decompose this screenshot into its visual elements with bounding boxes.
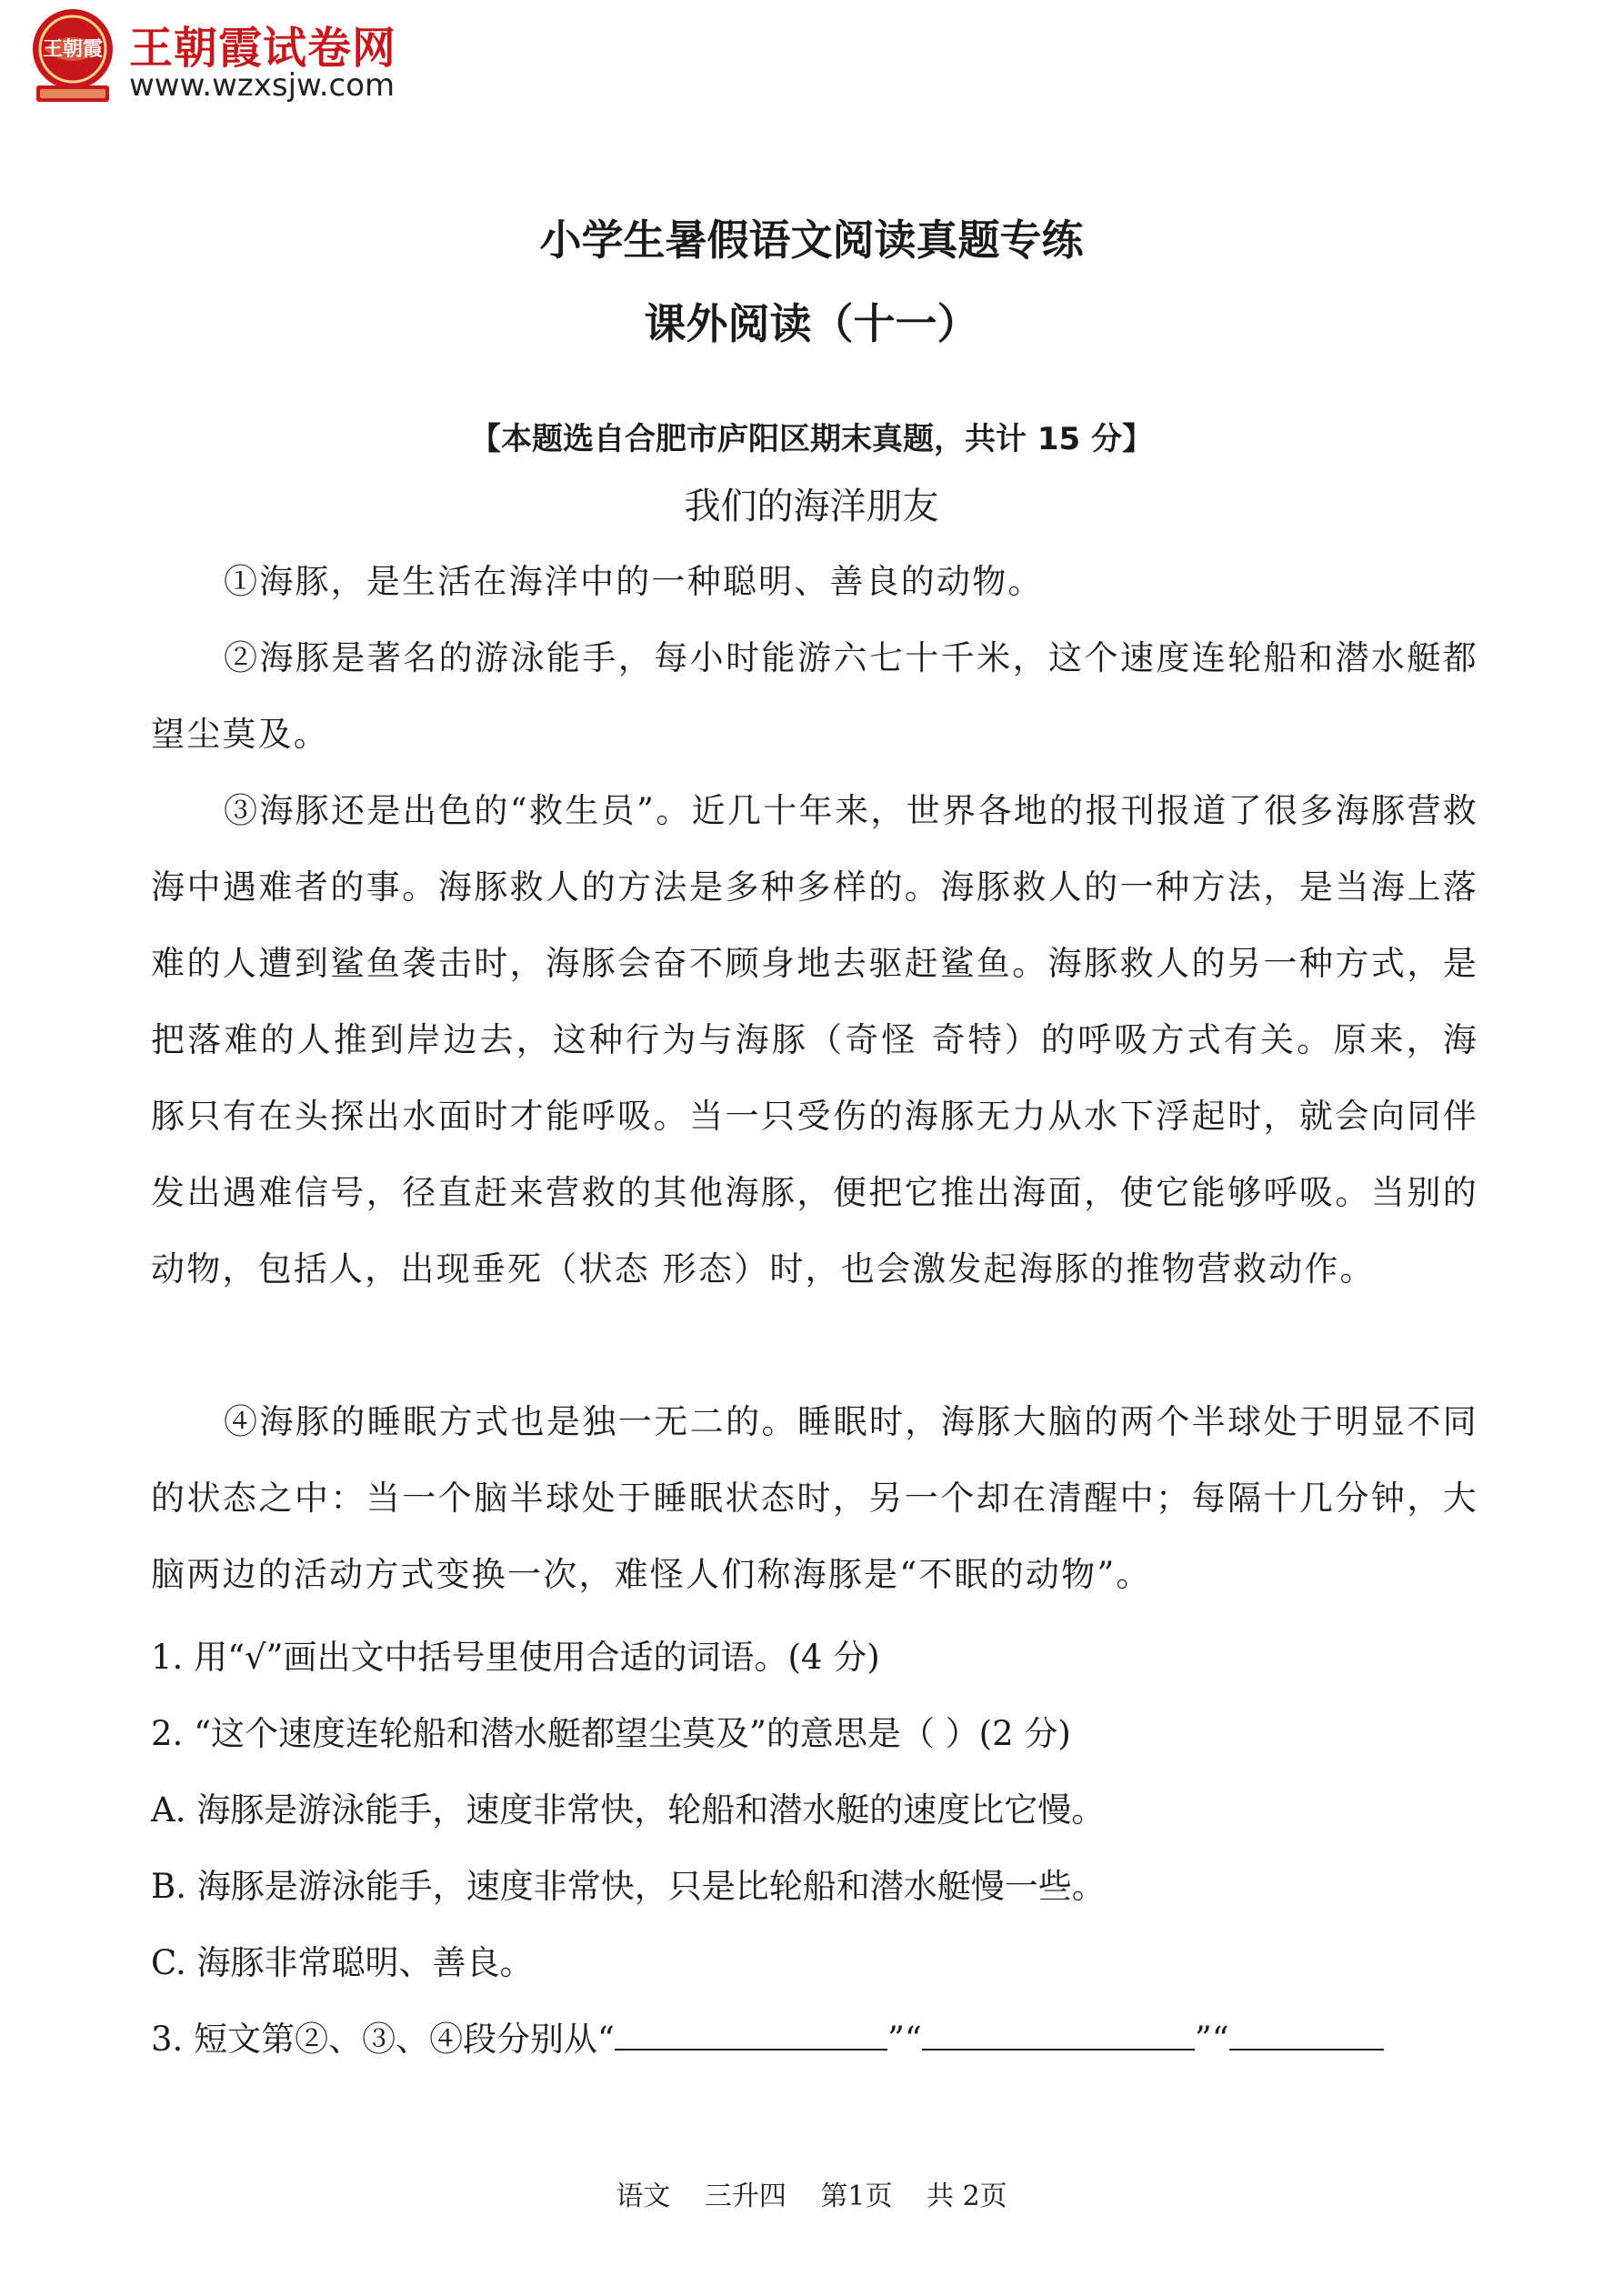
footer-total: 共 2页 [927, 2181, 1007, 2212]
site-logo [27, 7, 409, 107]
site-url[interactable]: www.wzxsjw.com [129, 67, 396, 104]
paragraph-4: ④海豚的睡眠方式也是独一无二的。睡眠时，海豚大脑的两个半球处于明显不同的状态之中：当一个脑半球处于睡眠状态时，另一个却在清醒中；每隔十几分钟，大脑两边的活动方式变换一次，难怪人们称海豚是“不眠的动物”。 [151, 1402, 1478, 1594]
page-footer [0, 2173, 1623, 2213]
question-1: 1. 用“√”画出文中括号里使用合适的词语。(4 分) [151, 1638, 880, 1677]
brand-name: 王朝霞试卷网 [129, 23, 397, 74]
footer-subject: 语文 [616, 2181, 671, 2212]
option-a: A. 海豚是游泳能手，速度非常快，轮船和潜水艇的速度比它慢。 [151, 1790, 1106, 1830]
answer-blank-2[interactable] [922, 2021, 1195, 2050]
paragraph-3: ③海豚还是出色的“救生员”。近几十年来，世界各地的报刊报道了很多海豚营救海中遇难者的事。海豚救人的方法是多种多样的。海豚救人的一种方法，是当海上落难的人遭到鲨鱼袭击时，海豚会奋不顾身地去驱赶鲨鱼。海豚救人的另一种方式，是把落难的人推到岸边去，这种行为与海豚（奇怪 奇特）的呼吸方式有关。原来，海豚只有在头探出水面时才能呼吸。当一只受伤的海豚无力从水下浮起时，就会向同伴发出遇难信号，径直赶来营救的其他海豚，便把它推出海面，使它能够呼吸。当别的动物，包括人，出现垂死（状态 形态）时，也会激发起海豚的推物营救动作。 [151, 791, 1478, 1288]
option-b: B. 海豚是游泳能手，速度非常快，只是比轮船和潜水艇慢一些。 [151, 1867, 1106, 1906]
paragraph-1: ①海豚，是生活在海洋中的一种聪明、善良的动物。 [224, 562, 1044, 601]
question-3 [151, 2011, 1515, 2060]
question-2: 2. “这个速度连轮船和潜水艇都望尘莫及”的意思是（ ）(2 分) [151, 1714, 1071, 1753]
svg-text:王朝霞: 王朝霞 [42, 37, 104, 61]
quote-separator-1: ”“ [887, 2020, 922, 2059]
question-3-text: 3. 短文第②、③、④段分别从“ [151, 2020, 615, 2059]
page-subtitle: 课外阅读（十一） [644, 299, 979, 348]
answer-blank-3[interactable] [1229, 2021, 1384, 2050]
option-c: C. 海豚非常聪明、善良。 [151, 1943, 534, 1982]
footer-page: 第1页 [820, 2181, 893, 2212]
source-note: 【本题选自合肥市庐阳区期末真题，共计 15 分】 [470, 421, 1153, 457]
answer-blank-1[interactable] [615, 2021, 887, 2050]
quote-separator-2: ”“ [1194, 2020, 1229, 2059]
footer-grade: 三升四 [704, 2181, 786, 2212]
seal-logo-icon [27, 7, 118, 105]
paragraph-2: ②海豚是著名的游泳能手，每小时能游六七十千米，这个速度连轮船和潜水艇都望尘莫及。 [151, 638, 1478, 754]
page-title: 小学生暑假语文阅读真题专练 [539, 216, 1084, 265]
passage-title: 我们的海洋朋友 [684, 486, 939, 527]
